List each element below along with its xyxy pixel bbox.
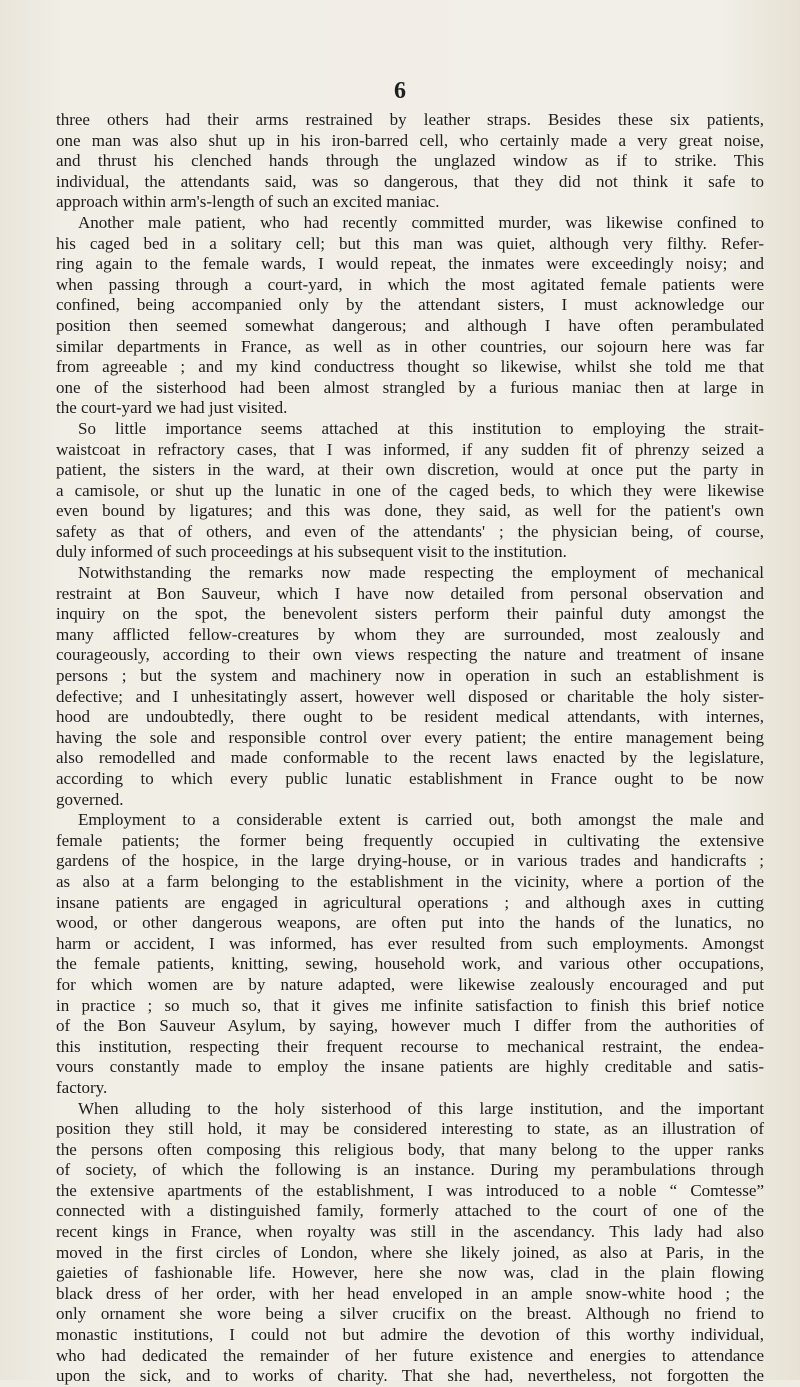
text-line: patient, the sisters in the ward, at their own discretion, would at once put the party in <box>56 460 764 480</box>
text-line: many afflicted fellow-creatures by whom they are surrounded, most zealously and <box>56 624 764 644</box>
text-line: and thrust his clenched hands through the unglazed window as if to strike. This <box>56 151 764 171</box>
text-line: also remodelled and made conformable to the recent laws enacted by the legislature, <box>56 748 764 768</box>
text-line: insane patients are engaged in agricultural operations ; and although axes in cutting <box>56 892 764 912</box>
text-line: So little importance seems attached at this institution to employing the strait- <box>78 418 764 438</box>
text-line: individual, the attendants said, was so dangerous, that they did not think it safe to <box>56 171 764 191</box>
text-line: the court-yard we had just visited. <box>56 398 288 418</box>
text-line: who had dedicated the remainder of her future existence and energies to attendance <box>56 1345 764 1365</box>
text-line: When alluding to the holy sisterhood of this large institution, and the important <box>78 1098 764 1118</box>
text-line: moved in the first circles of London, where she likely joined, as also at Paris, in the <box>56 1242 764 1262</box>
text-line: this institution, respecting their frequent recourse to mechanical restraint, the endea- <box>56 1036 764 1056</box>
text-line: Employment to a considerable extent is carried out, both amongst the male and <box>78 810 764 830</box>
text-line: monastic institutions, I could not but admire the devotion of this worthy individual, <box>56 1325 764 1345</box>
text-line: inquiry on the spot, the benevolent sisters perform their painful duty amongst the <box>56 604 764 624</box>
text-line: female patients; the former being frequently occupied in cultivating the extensive <box>56 830 764 850</box>
text-line: of the Bon Sauveur Asylum, by saying, however much I differ from the authorities of <box>56 1016 764 1036</box>
text-line: duly informed of such proceedings at his subsequent visit to the institution. <box>56 542 567 562</box>
text-line: according to which every public lunatic establishment in France ought to be now <box>56 769 764 788</box>
text-line: from agreeable ; and my kind conductress thought so likewise, whilst she told me that <box>56 357 764 377</box>
text-line: approach within arm's-length of such an excited maniac. <box>56 192 440 212</box>
page-number: 6 <box>394 78 406 104</box>
text-line: restraint at Bon Sauveur, which I have now detailed from personal observation and <box>56 583 764 603</box>
text-line: hood are undoubtedly, there ought to be resident medical attendants, with internes, <box>56 707 764 727</box>
text-line: Notwithstanding the remarks now made respecting the employment of mechanical <box>78 563 764 583</box>
text-line: the extensive apartments of the establishment, I was introduced to a noble “ Comtesse” <box>56 1180 764 1200</box>
text-line: the persons often composing this religious body, that many belong to the upper ranks <box>56 1139 764 1159</box>
text-line: Another male patient, who had recently committed murder, was likewise confined to <box>78 212 764 232</box>
text-line: gardens of the hospice, in the large drying-house, or in various trades and handicrafts ; <box>56 851 764 871</box>
text-line: gaieties of fashionable life. However, here she now was, clad in the plain flowing <box>56 1263 764 1283</box>
text-line: factory. <box>56 1077 108 1097</box>
text-line: connected with a distinguished family, formerly attached to the court of one of the <box>56 1201 764 1221</box>
text-line: vours constantly made to employ the insane patients are highly creditable and satis- <box>56 1057 764 1077</box>
text-line: upon the sick, and to works of charity. That she had, nevertheless, not forgotten the <box>56 1366 764 1386</box>
text-line: for which women are by nature adapted, were likewise zealously encouraged and put <box>56 974 764 994</box>
text-line: having the sole and responsible control over every patient; the entire management being <box>56 727 764 747</box>
text-line: persons ; but the system and machinery now in operation in such an establishment is <box>56 666 764 686</box>
text-line: defective; and I unhesitatingly assert, however well disposed or charitable the holy sister- <box>56 686 764 706</box>
text-line: one of the sisterhood had been almost strangled by a furious maniac then at large in <box>56 377 764 397</box>
text-line: of society, of which the following is an instance. During my perambulations through <box>56 1160 764 1180</box>
body-text <box>56 110 764 1387</box>
text-line: wood, or other dangerous weapons, are often put into the hands of the lunatics, no <box>56 913 764 933</box>
text-line: courageously, according to their own views respecting the nature and treatment of insane <box>56 645 764 665</box>
text-line: safety as that of others, and even of the attendants' ; the physician being, of course, <box>56 521 764 541</box>
text-line: when passing through a court-yard, in which the most agitated female patients were <box>56 274 764 294</box>
text-line: as also at a farm belonging to the establishment in the vicinity, where a portion of the <box>56 871 764 891</box>
text-line: three others had their arms restrained by leather straps. Besides these six patients, <box>56 110 764 129</box>
text-line: only ornament she wore being a silver crucifix on the breast. Although no friend to <box>56 1304 764 1324</box>
text-line: even bound by ligatures; and this was done, they said, as well for the patient's own <box>56 501 764 521</box>
text-line: black dress of her order, with her head enveloped in an ample snow-white hood ; the <box>56 1283 764 1303</box>
text-line: in practice ; so much so, that it gives me infinite satisfaction to finish this brief notice <box>56 995 764 1015</box>
text-line: the female patients, knitting, sewing, household work, and various other occupations, <box>56 954 764 974</box>
text-line: one man was also shut up in his iron-barred cell, who certainly made a very great noise, <box>56 130 764 150</box>
text-line: governed. <box>56 789 124 809</box>
text-line: confined, being accompanied only by the attendant sisters, I must acknowledge our <box>56 295 764 315</box>
text-line: ring again to the female wards, I would repeat, the inmates were exceedingly noisy; and <box>56 254 764 274</box>
text-line: position then seemed somewhat dangerous; and although I have often perambulated <box>56 315 764 335</box>
text-line: waistcoat in refractory cases, that I was informed, if any sudden fit of phrenzy seized a <box>56 439 764 459</box>
text-line: position they still hold, it may be considered interesting to state, as an illustration of <box>56 1119 764 1139</box>
text-line: harm or accident, I was informed, has ever resulted from such employments. Amongst <box>56 933 764 953</box>
text-line: similar departments in France, as well as in other countries, our sojourn here was far <box>56 336 764 356</box>
text-line: his caged bed in a solitary cell; but this man was quiet, although very filthy. Refer- <box>56 233 764 253</box>
text-line: a camisole, or shut up the lunatic in one of the caged beds, to which they were likewise <box>56 480 764 500</box>
text-line: recent kings in France, when royalty was still in the ascendancy. This lady had also <box>56 1222 764 1242</box>
